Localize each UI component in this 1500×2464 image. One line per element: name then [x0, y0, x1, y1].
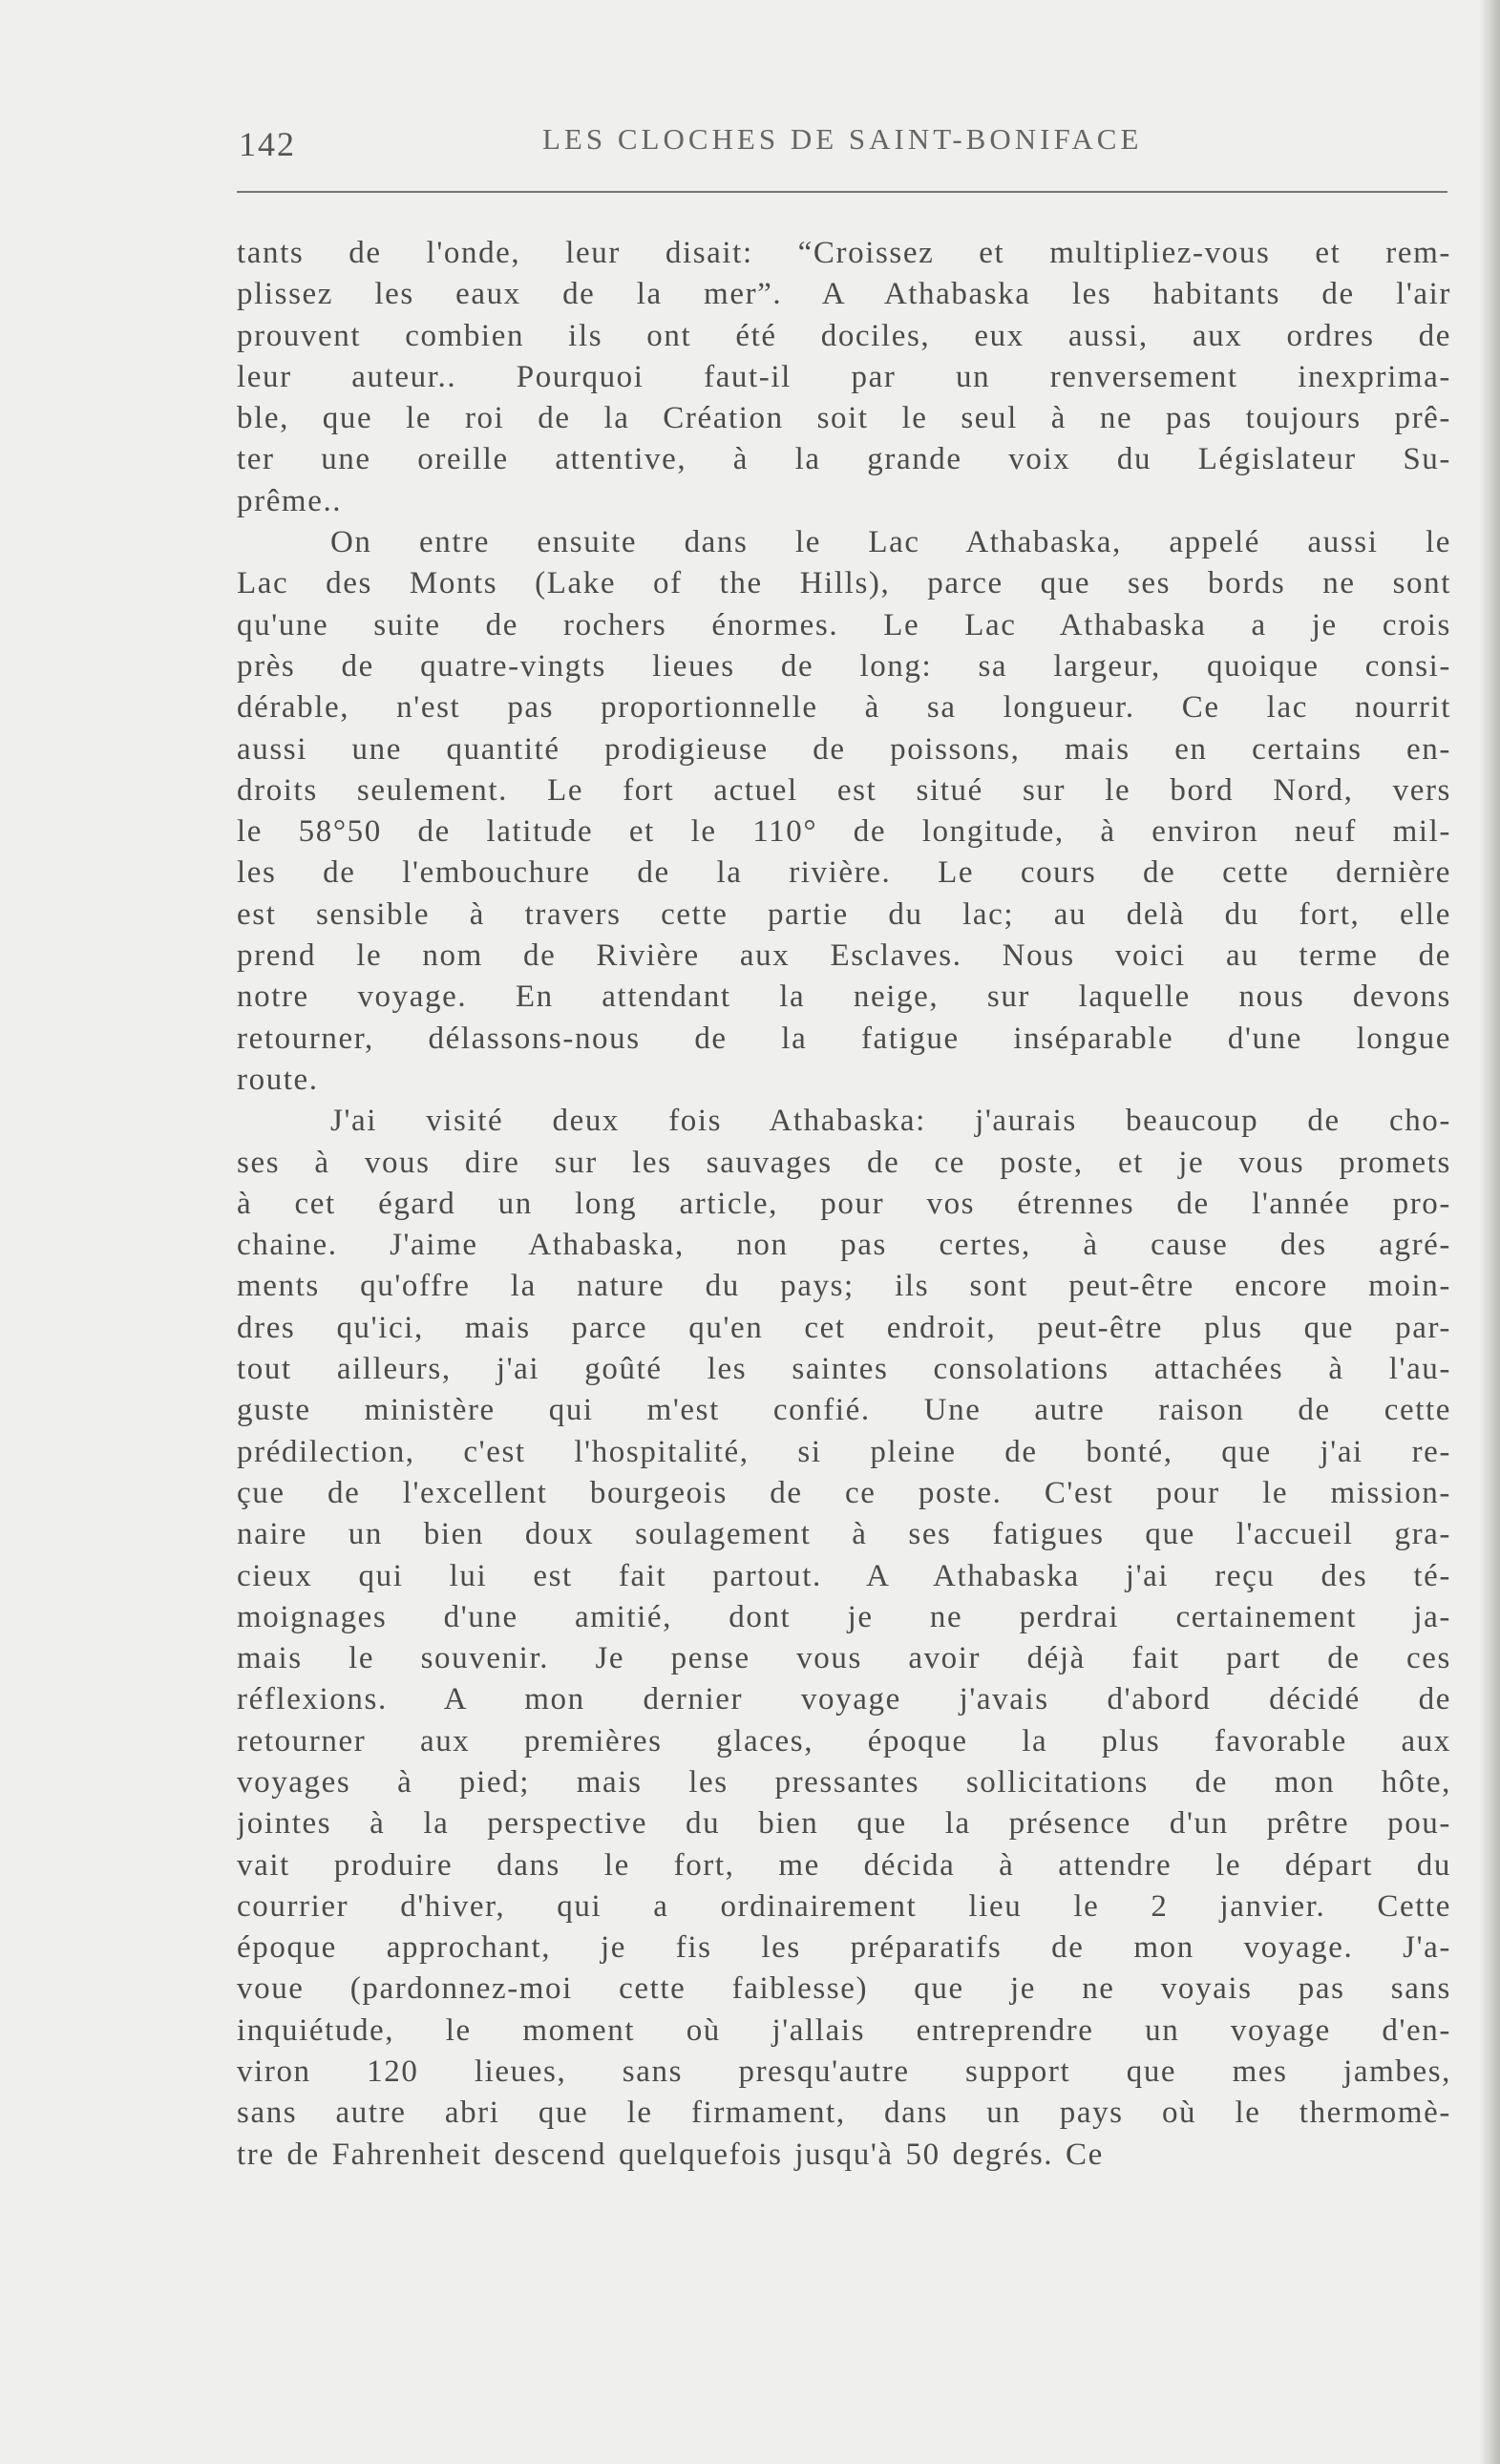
text-line: droits seulement. Le fort actuel est situé sur le bord Nord, vers — [237, 772, 1451, 808]
text-line: à cet égard un long article, pour vos étrennes de l'année pro- — [237, 1186, 1451, 1221]
text-line: viron 120 lieues, sans presqu'autre support que mes jambes, — [237, 2054, 1451, 2090]
text-line: retourner, délassons-nous de la fatigue inséparable d'une longue — [237, 1021, 1451, 1056]
text-line: courrier d'hiver, qui a ordinairement lieu le 2 janvier. Cette — [237, 1888, 1451, 1924]
paragraph — [237, 522, 1451, 1101]
text-line: les de l'embouchure de la rivière. Le cours de cette dernière — [237, 855, 1451, 891]
text-line: voue (pardonnez-moi cette faiblesse) que je ne voyais pas sans — [237, 1971, 1451, 2007]
page-number: 142 — [239, 125, 296, 163]
text-line: J'ai visité deux fois Athabaska: j'aurais beaucoup de cho- — [330, 1104, 1451, 1139]
text-line: vait produire dans le fort, me décida à attendre le départ du — [237, 1847, 1451, 1883]
text-line: çue de l'excellent bourgeois de ce poste. C'est pour le mission- — [237, 1475, 1451, 1510]
text-line: près de quatre-vingts lieues de long: sa largeur, quoique consi- — [237, 648, 1451, 684]
text-line: prend le nom de Rivière aux Esclaves. Nous voici au terme de — [237, 938, 1451, 974]
text-line: moignages d'une amitié, dont je ne perdrai certainement ja- — [237, 1599, 1451, 1634]
text-line: sans autre abri que le firmament, dans un pays où le thermomè- — [237, 2095, 1451, 2131]
text-line: tre de Fahrenheit descend quelquefois jusqu'à 50 degrés. Ce — [237, 2137, 1104, 2172]
text-line: leur auteur.. Pourquoi faut-il par un renversement inexprima- — [237, 359, 1451, 394]
text-line: mais le souvenir. Je pense vous avoir déjà fait part de ces — [237, 1641, 1451, 1676]
text-line: ter une oreille attentive, à la grande voix du Législateur Su- — [237, 442, 1451, 477]
text-line: réflexions. A mon dernier voyage j'avais d'abord décidé de — [237, 1682, 1451, 1717]
page-header — [237, 113, 1449, 170]
page-edge-shadow — [1479, 0, 1500, 2464]
text-line: On entre ensuite dans le Lac Athabaska, appelé aussi le — [330, 525, 1451, 560]
text-line: tout ailleurs, j'ai goûté les saintes consolations attachées à l'au- — [237, 1352, 1451, 1387]
text-line: notre voyage. En attendant la neige, sur laquelle nous devons — [237, 979, 1451, 1015]
header-rule — [237, 191, 1447, 193]
paragraph — [237, 233, 1451, 522]
text-line: prouvent combien ils ont été dociles, eux aussi, aux ordres de — [237, 318, 1451, 353]
text-line: voyages à pied; mais les pressantes sollicitations de mon hôte, — [237, 1764, 1451, 1800]
text-line: naire un bien doux soulagement à ses fatigues que l'accueil gra- — [237, 1517, 1451, 1552]
text-line: retourner aux premières glaces, époque la plus favorable aux — [237, 1723, 1451, 1758]
text-line: dres qu'ici, mais parce qu'en cet endroit, peut-être plus que par- — [237, 1310, 1451, 1345]
text-line: prédilection, c'est l'hospitalité, si pleine de bonté, que j'ai re- — [237, 1434, 1451, 1469]
text-line: guste ministère qui m'est confié. Une autre raison de cette — [237, 1393, 1451, 1428]
body-text — [237, 233, 1451, 2176]
text-line: route. — [237, 1062, 319, 1097]
text-line: ble, que le roi de la Création soit le seul à ne pas toujours prê- — [237, 401, 1451, 436]
text-line: chaine. J'aime Athabaska, non pas certes, à cause des agré- — [237, 1228, 1451, 1263]
text-line: est sensible à travers cette partie du lac; au delà du fort, elle — [237, 896, 1451, 932]
text-line: aussi une quantité prodigieuse de poissons, mais en certains en- — [237, 731, 1451, 767]
text-line: jointes à la perspective du bien que la présence d'un prêtre pou- — [237, 1806, 1451, 1842]
text-line: plissez les eaux de la mer”. A Athabaska les habitants de l'air — [237, 277, 1451, 312]
text-line: cieux qui lui est fait partout. A Athabaska j'ai reçu des té- — [237, 1558, 1451, 1593]
text-line: Lac des Monts (Lake of the Hills), parce que ses bords ne sont — [237, 566, 1451, 601]
text-line: ments qu'offre la nature du pays; ils sont peut-être encore moin- — [237, 1269, 1451, 1304]
text-line: tants de l'onde, leur disait: “Croissez et multipliez-vous et rem- — [237, 236, 1451, 270]
text-line: inquiétude, le moment où j'allais entreprendre un voyage d'en- — [237, 2012, 1451, 2048]
text-line: époque approchant, je fis les préparatifs de mon voyage. J'a- — [237, 1930, 1451, 1966]
text-line: qu'une suite de rochers énormes. Le Lac Athabaska a je crois — [237, 607, 1451, 642]
running-title: LES CLOCHES DE SAINT-BONIFACE — [542, 122, 1143, 156]
text-line: ses à vous dire sur les sauvages de ce poste, et je vous promets — [237, 1145, 1451, 1180]
text-line: prême.. — [237, 483, 343, 518]
paragraph — [237, 1101, 1451, 2176]
text-line: le 58°50 de latitude et le 110° de longitude, à environ neuf mil- — [237, 814, 1451, 850]
text-line: dérable, n'est pas proportionnelle à sa longueur. Ce lac nourrit — [237, 690, 1451, 726]
